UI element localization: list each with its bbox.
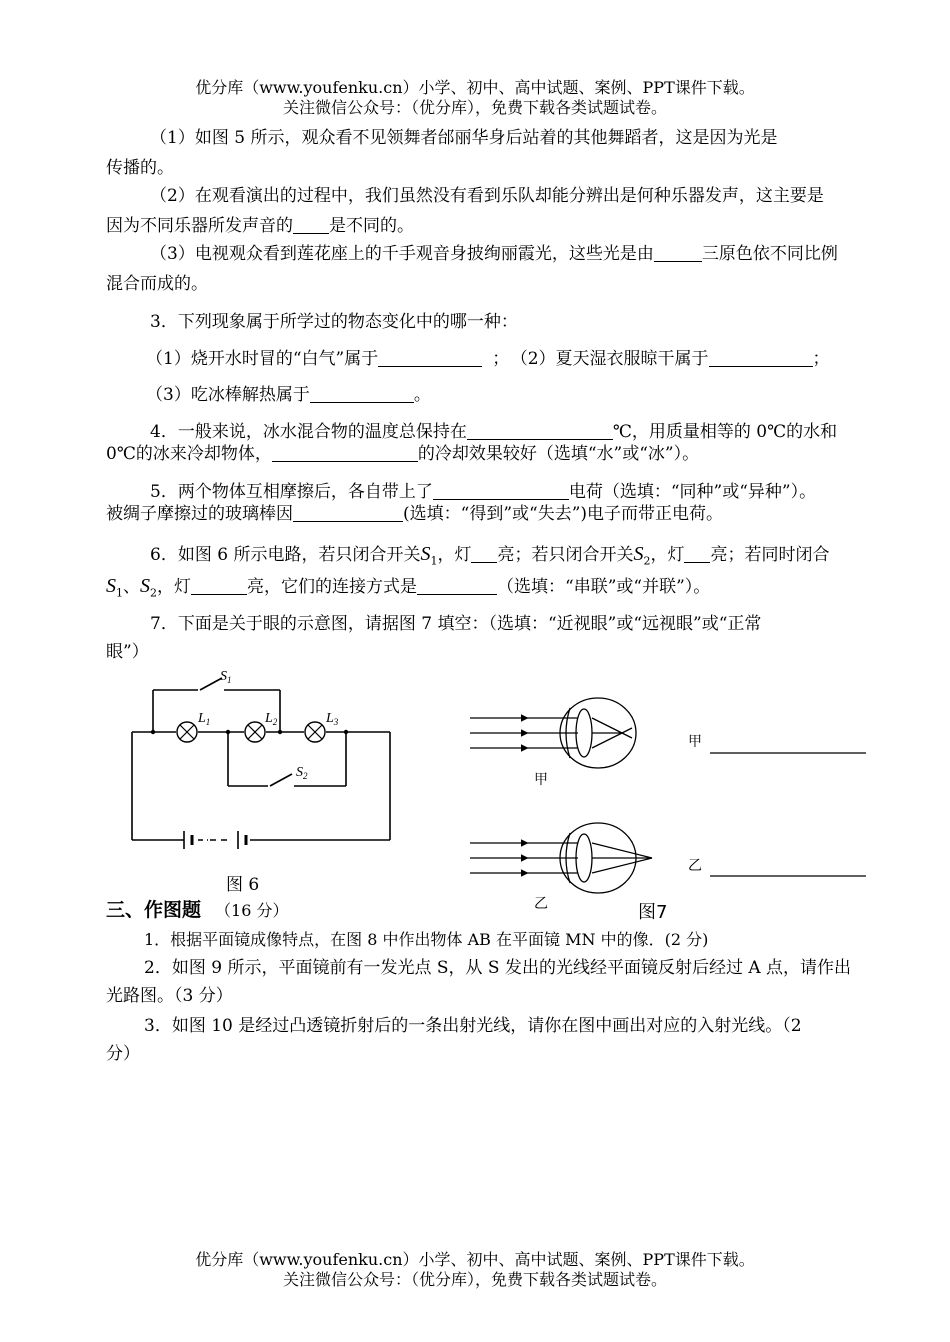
label-l2: $L_2$ [265,711,278,727]
q2-part2-line1: （2）在观看演出的过程中，我们虽然没有看到乐队却能分辨出是何种乐器发声，这主要是 [150,186,824,206]
figure-7-caption: 图7 [638,902,668,923]
q6-t3: 亮；若只闭合开关 [497,545,634,565]
section-3-title: 三、作图题 [106,899,202,921]
q5-text-pre: 5．两个物体互相摩擦后，各自带上了 [150,482,433,502]
section-3-q3-line2: 分） [106,1044,140,1064]
label-l1: $L_1$ [198,711,211,727]
answer-blank[interactable] [467,421,613,440]
q3-stem: 3．下列现象属于所学过的物态变化中的哪一种： [150,312,518,332]
q5-line2 [106,500,924,528]
q2-part3-text-post: 三原色依不同比例 [701,244,838,264]
answer-blank[interactable] [191,576,247,595]
q6-line2 [106,572,924,607]
q2-part1-line2: 传播的。 [106,158,174,178]
q7-line1: 7．下面是关于眼的示意图，请据图 7 填空：（选填：“近视眼”或“远视眼”或“正常 [150,614,762,634]
answer-label-yi: 乙 [688,859,702,874]
q6-t9: （选填：“串联”或“并联”）。 [497,577,711,597]
q6-t5: 亮；若同时闭合 [710,545,830,565]
switch-symbol: S [420,543,431,565]
figure-6-caption: 图 6 [226,875,260,895]
q4-text-pre: 4．一般来说，冰水混合物的温度总保持在 [150,422,467,442]
q6-t2: ，灯 [437,545,472,565]
figure-6-circuit [120,668,400,858]
section-3-q2-line1: 2．如图 9 所示，平面镜前有一发光点 S，从 S 发出的光线经平面镜反射后经过 A 点，请作出 [144,958,852,978]
q3-sep: ； [492,349,510,369]
q2-part2-line2 [106,212,924,240]
answer-blank[interactable] [684,544,710,563]
q4-text-post: ℃，用质量相等的 0℃的水和 [612,422,838,442]
eye-diagram-jia [470,698,636,768]
q6-t7: ，灯 [157,577,191,597]
section-3-heading [106,896,924,925]
section-3-q3-line1: 3．如图 10 是经过凸透镜折射后的一条出射光线，请你在图中画出对应的入射光线。（2 [144,1016,802,1036]
q6-t1: 6．如图 6 所示电路，若只闭合开关 [150,545,421,565]
q5-text-post: 电荷（选填：“同种”或“异种”）。 [568,482,817,502]
header-line-2: 关注微信公众号：（优分库），免费下载各类试题试卷。 [282,98,667,117]
answer-blank[interactable] [471,544,497,563]
q4-text2-post: 的冷却效果较好（选填“水”或“冰”）。 [417,444,700,464]
answer-blank[interactable] [378,348,482,367]
header-line-1: 优分库（www.youfenku.cn）小学、初中、高中试题、案例、PPT课件下载。 [195,78,755,97]
q3-a3: （3）吃冰棒解热属于 [146,385,310,405]
section-3-q1: 1．根据平面镜成像特点，在图 8 中作出物体 AB 在平面镜 MN 中的像．(2 分) [144,930,709,949]
q3-period: 。 [413,385,431,405]
q7-line2: 眼”） [106,642,149,662]
q3-a2: （2）夏天湿衣服晾干属于 [519,349,709,369]
section-3-q2-line2: 光路图。（3 分） [106,986,233,1006]
q3-a1: （1）烧开水时冒的“白气”属于 [146,349,379,369]
q6-t4: ，灯 [650,545,685,565]
q4-line2 [106,440,924,468]
answer-label-jia: 甲 [688,735,702,750]
q3-answers-line1 [106,345,950,373]
q5-text2-post: (选填：“得到”或“失去”)电子而带正电荷。 [403,504,724,524]
q2-part3-line2: 混合而成的。 [106,274,208,294]
q5-text2-pre: 被绸子摩擦过的玻璃棒因 [106,504,293,524]
label-jia: 甲 [534,773,548,788]
q6-t8: 亮，它们的连接方式是 [247,577,417,597]
switch-subscript: 2 [150,586,157,600]
label-yi: 乙 [534,897,548,910]
answer-blank[interactable] [709,348,813,367]
switch-symbol: S [140,575,150,597]
q2-part3-text-pre: （3）电视观众看到莲花座上的千手观音身披绚丽霞光，这些光是由 [150,244,654,264]
switch-symbol: S [633,543,644,565]
label-l3: $L_3$ [326,711,339,727]
footer-line-1: 优分库（www.youfenku.cn）小学、初中、高中试题、案例、PPT课件下载。 [195,1250,755,1269]
answer-blank[interactable] [310,384,414,403]
q4-text2-pre: 0℃的冰来冷却物体， [106,444,272,464]
q3-answers-line2 [106,381,950,409]
answer-blank[interactable] [272,443,418,462]
answer-blank[interactable] [293,503,403,522]
q2-part2-text-post: 是不同的。 [329,216,414,236]
section-3-score: （16 分） [215,901,289,920]
footer-line-2: 关注微信公众号：（优分库），免费下载各类试题试卷。 [282,1270,667,1289]
q2-part2-text-pre: 因为不同乐器所发声音的 [106,216,293,236]
answer-blank[interactable] [293,215,329,234]
q6-line1 [106,540,950,575]
label-s1: $S_1$ [220,669,232,685]
eye-diagram-yi [470,823,652,893]
figure-7-eyes [466,680,876,910]
switch-subscript: 1 [430,554,438,568]
switch-symbol: S [106,575,116,597]
label-s2: $S_2$ [296,765,308,781]
q2-part1-line1: （1）如图 5 所示，观众看不见领舞者邰丽华身后站着的其他舞蹈者，这是因为光是 [150,128,778,148]
q2-part3-line1 [106,240,950,268]
answer-blank[interactable] [433,481,569,500]
switch-subscript: 1 [116,586,123,600]
answer-blank[interactable] [654,243,702,262]
switch-subscript: 2 [643,554,651,568]
answer-blank[interactable] [417,576,497,595]
q6-t6: 、 [123,577,140,597]
q3-end: ； [812,349,830,369]
